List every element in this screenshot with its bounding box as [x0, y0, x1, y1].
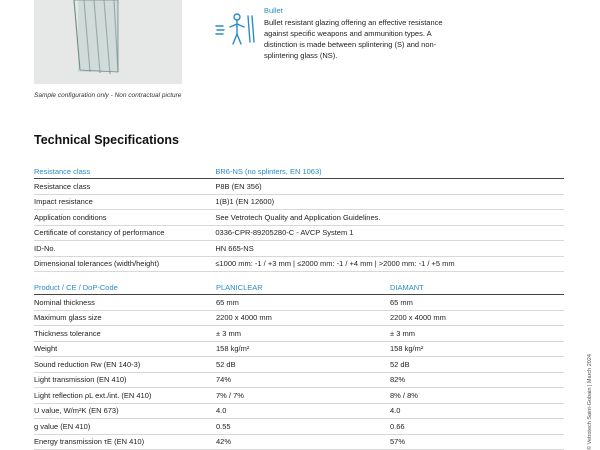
row-value-diamant: 158 kg/m² — [390, 341, 564, 357]
table-header-cell: BR6-NS (no splinters, EN 1063) — [215, 165, 564, 179]
feature-description: Bullet resistant glazing offering an effective resistance against specific weapons and ammunition types. A distinction is made between splintering (S) and non-splintering glass (NS). — [264, 18, 443, 60]
row-value-diamant: 82% — [390, 372, 564, 388]
row-value-diamant: 52 dB — [390, 357, 564, 373]
row-value-planiclear: ± 3 mm — [216, 326, 390, 342]
row-label: U value, W/m²K (EN 673) — [34, 403, 216, 419]
row-value-diamant: 0.66 — [390, 419, 564, 435]
row-value-diamant: 57% — [390, 434, 564, 450]
row-label: Light transmission (EN 410) — [34, 372, 216, 388]
table-row — [34, 372, 564, 388]
table-row — [34, 326, 564, 342]
table-row — [34, 194, 564, 210]
table-row — [34, 241, 564, 257]
row-label: Sound reduction Rw (EN 140-3) — [34, 357, 216, 373]
table-header-row — [34, 281, 564, 295]
row-label: Thickness tolerance — [34, 326, 216, 342]
row-label: g value (EN 410) — [34, 419, 216, 435]
copyright-note: © Vetrotech Saint-Gobain | March 2024 — [587, 354, 593, 450]
row-value-diamant: 8% / 8% — [390, 388, 564, 404]
section-title: Technical Specifications — [34, 133, 179, 147]
table-header-cell: Product / CE / DoP-Code — [34, 281, 216, 295]
row-value: 0336-CPR-89205280-C - AVCP System 1 — [215, 225, 564, 241]
row-value-diamant: ± 3 mm — [390, 326, 564, 342]
table-header-row — [34, 165, 564, 179]
table-row — [34, 256, 564, 272]
row-value-planiclear: 158 kg/m² — [216, 341, 390, 357]
row-value: 1(B)1 (EN 12600) — [215, 194, 564, 210]
row-value-diamant: 2200 x 4000 mm — [390, 310, 564, 326]
bullet-person-icon — [214, 12, 258, 46]
feature-block — [264, 6, 564, 61]
resistance-table — [34, 165, 564, 272]
row-label: Certificate of constancy of performance — [34, 225, 215, 241]
row-label: Resistance class — [34, 179, 215, 195]
table-row — [34, 179, 564, 195]
row-label: Nominal thickness — [34, 295, 216, 311]
row-value: HN 665-NS — [215, 241, 564, 257]
table-row — [34, 310, 564, 326]
row-value-diamant: 65 mm — [390, 295, 564, 311]
row-value-planiclear: 52 dB — [216, 357, 390, 373]
table-row — [34, 341, 564, 357]
table-row — [34, 388, 564, 404]
row-value-planiclear: 65 mm — [216, 295, 390, 311]
table-row — [34, 210, 564, 226]
row-label: ID-No. — [34, 241, 215, 257]
row-label: Impact resistance — [34, 194, 215, 210]
image-caption: Sample configuration only - Non contractual picture — [34, 92, 182, 99]
row-value: ≤1000 mm: -1 / +3 mm | ≤2000 mm: -1 / +4 mm | >2000 mm: -1 / +5 mm — [215, 256, 564, 272]
row-label: Dimensional tolerances (width/height) — [34, 256, 215, 272]
table-row — [34, 403, 564, 419]
row-value-planiclear: 7% / 7% — [216, 388, 390, 404]
table-header-cell: Resistance class — [34, 165, 215, 179]
table-header-cell: DIAMANT — [390, 281, 564, 295]
feature-title: Bullet — [264, 6, 283, 15]
table-header-cell: PLANICLEAR — [216, 281, 390, 295]
table-row — [34, 419, 564, 435]
table-row — [34, 295, 564, 311]
row-label: Application conditions — [34, 210, 215, 226]
table-row — [34, 225, 564, 241]
row-value-planiclear: 2200 x 4000 mm — [216, 310, 390, 326]
row-label: Maximum glass size — [34, 310, 216, 326]
row-value-planiclear: 74% — [216, 372, 390, 388]
row-label: Light reflection ρL ext./int. (EN 410) — [34, 388, 216, 404]
row-label: Energy transmission τE (EN 410) — [34, 434, 216, 450]
glass-sample-photo — [34, 0, 182, 84]
row-value-planiclear: 42% — [216, 434, 390, 450]
row-value: P8B (EN 356) — [215, 179, 564, 195]
product-table — [34, 281, 564, 450]
table-row — [34, 357, 564, 373]
row-value: See Vetrotech Quality and Application Guidelines. — [215, 210, 564, 226]
row-value-planiclear: 4.0 — [216, 403, 390, 419]
table-row — [34, 434, 564, 450]
row-label: Weight — [34, 341, 216, 357]
row-value-planiclear: 0.55 — [216, 419, 390, 435]
row-value-diamant: 4.0 — [390, 403, 564, 419]
